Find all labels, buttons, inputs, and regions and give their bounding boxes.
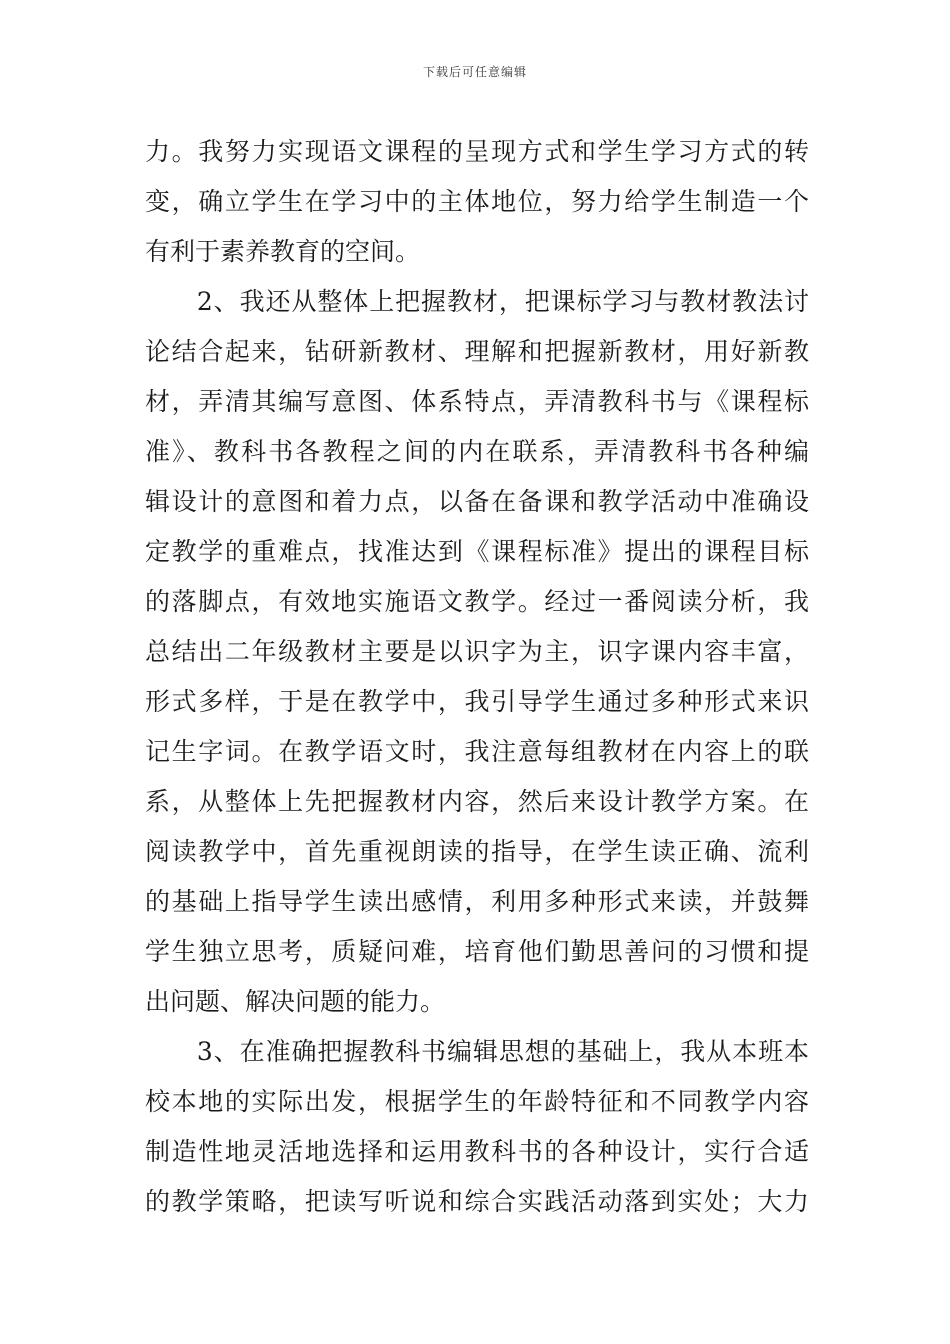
text-line: 变，确立学生在学习中的主体地位，努力给学生制造一个 [145, 187, 809, 216]
page-header: 下载后可任意编辑 [422, 65, 527, 79]
text-line: 校本地的实际出发，根据学生的年龄特征和不同教学内容 [145, 1087, 809, 1116]
text-line: 定教学的重难点，找准达到《课程标准》提出的课程目标 [145, 537, 809, 566]
text-line: 出问题、解决问题的能力。 [145, 987, 446, 1016]
text-line: 系，从整体上先把握教材内容，然后来设计教学方案。在 [145, 787, 809, 816]
text-line: 记生字词。在教学语文时，我注意每组教材在内容上的联 [145, 737, 809, 766]
text-line: 制造性地灵活地选择和运用教科书的各种设计，实行合适 [145, 1137, 809, 1166]
text-line: 辑设计的意图和着力点，以备在备课和教学活动中准确设 [145, 487, 809, 516]
text-line: 的基础上指导学生读出感情，利用多种形式来读，并鼓舞 [145, 887, 809, 916]
text-line: 2、我还从整体上把握教材，把课标学习与教材教法讨 [145, 287, 809, 316]
text-line: 3、在准确把握教科书编辑思想的基础上，我从本班本 [145, 1037, 809, 1066]
text-line: 的落脚点，有效地实施语文教学。经过一番阅读分析，我 [145, 587, 809, 616]
text-line: 论结合起来，钻研新教材、理解和把握新教材，用好新教 [145, 337, 809, 366]
text-line: 材，弄清其编写意图、体系特点，弄清教科书与《课程标 [145, 387, 809, 416]
text-line: 准》、教科书各教程之间的内在联系，弄清教科书各种编 [145, 437, 809, 466]
text-line: 力。我努力实现语文课程的呈现方式和学生学习方式的转 [145, 137, 809, 166]
text-line: 阅读教学中，首先重视朗读的指导，在学生读正确、流利 [145, 837, 809, 866]
text-line: 总结出二年级教材主要是以识字为主，识字课内容丰富， [145, 637, 809, 666]
text-line: 有利于素养教育的空间。 [145, 237, 421, 266]
body-text [145, 127, 809, 1227]
text-line: 学生独立思考，质疑问难，培育他们勤思善问的习惯和提 [145, 937, 809, 966]
text-line: 形式多样，于是在教学中，我引导学生通过多种形式来识 [145, 687, 809, 716]
text-line: 的教学策略，把读写听说和综合实践活动落到实处；大力 [145, 1187, 809, 1216]
